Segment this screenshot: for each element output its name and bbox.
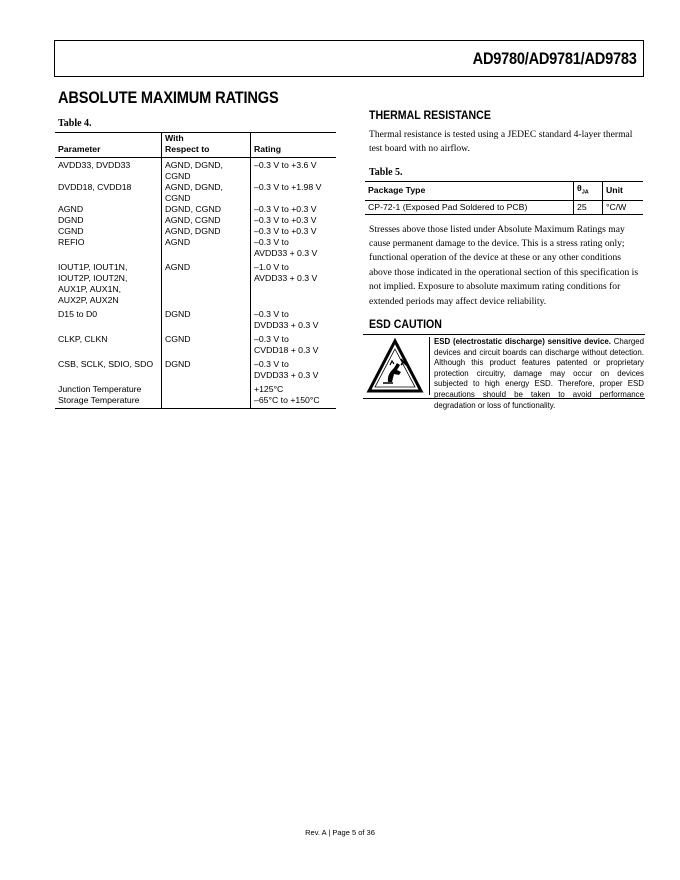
col-unit: Unit (603, 181, 644, 200)
esd-caution-box (363, 334, 645, 410)
with-respect-to-cell: AGND, DGND (162, 226, 251, 237)
col-package-type: Package Type (365, 181, 574, 200)
table5-caption: Table 5. (369, 166, 403, 178)
parameter-cell: Storage Temperature (55, 395, 162, 409)
table4-caption: Table 4. (58, 118, 92, 129)
col-with-respect-to: With Respect to (162, 133, 251, 158)
rating-cell: –0.3 V to +1.98 V (251, 182, 337, 204)
col-parameter: Parameter (55, 133, 162, 158)
rating-cell: –0.3 V to +3.6 V (251, 158, 337, 183)
page-header (54, 40, 644, 77)
with-respect-to-cell: AGND (162, 262, 251, 309)
rating-cell: –0.3 V to +0.3 V (251, 204, 337, 215)
absolute-max-heading: ABSOLUTE MAXIMUM RATINGS (58, 88, 279, 107)
col-theta-ja: $\theta_{JA}$ (574, 181, 603, 200)
with-respect-to-cell: DGND (162, 309, 251, 334)
table-row (365, 200, 643, 214)
parameter-cell: CSB, SCLK, SDIO, SDO (58, 359, 154, 369)
rating-cell: –0.3 V to DVDD33 + 0.3 V (251, 309, 337, 334)
thermal-intro: Thermal resistance is tested using a JEDEC standard 4-layer thermal test board with no airflow. (369, 129, 633, 155)
table-row (55, 395, 336, 409)
with-respect-to-cell: AGND, DGND, CGND (162, 182, 251, 204)
with-respect-to-cell: DGND (162, 359, 251, 384)
table-row (55, 384, 336, 395)
esd-bold-line: ESD (electrostatic discharge) sensitive device. (434, 336, 611, 346)
rating-cell: –0.3 V to +0.3 V (251, 215, 337, 226)
parameter-cell: Junction Temperature (58, 384, 142, 394)
thermal-table (365, 181, 643, 215)
rating-cell: –0.3 V to +0.3 V (251, 226, 337, 237)
table-row (55, 204, 336, 215)
parameter-cell: AGND (58, 204, 84, 214)
parameter-cell: CLKP, CLKN (58, 334, 108, 344)
with-respect-to-cell (162, 395, 251, 409)
rating-cell: –0.3 V to AVDD33 + 0.3 V (251, 237, 337, 262)
col-rating: Rating (251, 133, 337, 158)
with-respect-to-cell: CGND (162, 334, 251, 359)
parameter-cell: AVDD33, DVDD33 (58, 160, 131, 170)
table-row (55, 237, 336, 262)
table-row (55, 309, 336, 334)
rating-cell: +125°C (251, 384, 337, 395)
table-row (55, 158, 336, 183)
esd-body: Charged devices and circuit boards can discharge without detection. Although this product features patented or proprietary protection circuitry, damage may occur on devices subjected to high energy ESD. Therefore, proper ESD precautions should be taken to avoid performance degradation or loss of functionality. (434, 336, 644, 410)
rating-cell: –65°C to +150°C (251, 395, 337, 409)
stresses-paragraph: Stresses above those listed under Absolute Maximum Ratings may cause permanent damage to the device. This is a stress rating only; functional operation of the device at these or any other conditions above those indicated in the operational section of this specification is not implied. Exposure to absolute maximum rating conditions for extended periods may affect device reliability. (369, 223, 639, 307)
document-title: AD9780/AD9781/AD9783 (473, 49, 637, 68)
esd-heading: ESD CAUTION (369, 318, 442, 331)
theta-cell: 25 (574, 200, 603, 214)
parameter-cell: CGND (58, 226, 84, 236)
esd-warning-icon (363, 335, 427, 398)
package-cell: CP-72-1 (Exposed Pad Soldered to PCB) (365, 200, 574, 214)
parameter-cell: REFIO (58, 237, 85, 247)
table-row (55, 215, 336, 226)
esd-caution-text (429, 336, 644, 410)
rating-cell: –0.3 V to DVDD33 + 0.3 V (251, 359, 337, 384)
parameter-cell: D15 to D0 (58, 309, 98, 319)
page-footer: Rev. A | Page 5 of 36 (305, 828, 375, 837)
parameter-cell: DVDD18, CVDD18 (58, 182, 132, 192)
unit-cell: °C/W (603, 200, 644, 214)
with-respect-to-cell: AGND (162, 237, 251, 262)
table-row (55, 359, 336, 384)
rating-cell: –0.3 V to CVDD18 + 0.3 V (251, 334, 337, 359)
rating-cell: –1.0 V to AVDD33 + 0.3 V (251, 262, 337, 309)
parameter-cell: DGND (58, 215, 84, 225)
table-row (55, 262, 336, 309)
with-respect-to-cell: AGND, CGND (162, 215, 251, 226)
absolute-max-table (55, 132, 336, 409)
table-row (55, 182, 336, 204)
right-column (368, 110, 645, 410)
with-respect-to-cell: DGND, CGND (162, 204, 251, 215)
parameter-cell: IOUT1P, IOUT1N, IOUT2P, IOUT2N, AUX1P, AUX1N, AUX2P, AUX2N (58, 262, 128, 305)
with-respect-to-cell (162, 384, 251, 395)
left-column (58, 88, 338, 409)
thermal-heading: THERMAL RESISTANCE (369, 110, 491, 122)
with-respect-to-cell: AGND, DGND, CGND (162, 158, 251, 183)
table-row (55, 334, 336, 359)
table-row (55, 226, 336, 237)
